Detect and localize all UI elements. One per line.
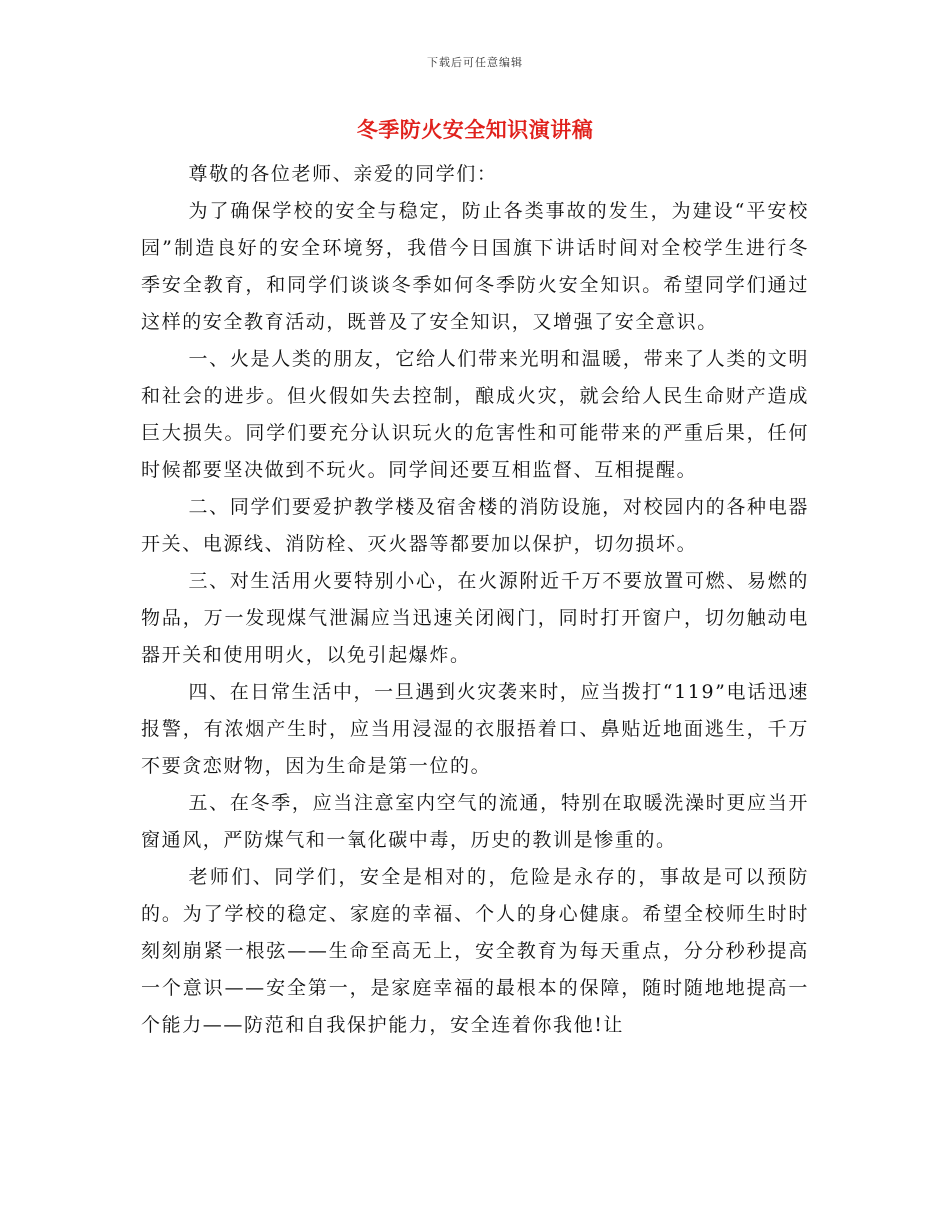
document-title: 冬季防火安全知识演讲稿 [356, 117, 594, 142]
paragraph-point-1: 一、火是人类的朋友，它给人们带来光明和温暖，带来了人类的文明和社会的进步。但火假如失去控制，酿成火灾，就会给人民生命财产造成巨大损失。同学们要充分认识玩火的危害性和可能带来的严重后果，任何时候都要坚决做到不玩火。同学间还要互相监督、互相提醒。 [141, 348, 809, 481]
paragraph-point-2: 二、同学们要爱护教学楼及宿舍楼的消防设施，对校园内的各种电器开关、电源线、消防栓、灭火器等都要加以保护，切勿损坏。 [141, 496, 809, 555]
document-body [141, 156, 809, 1044]
paragraph-intro: 为了确保学校的安全与稳定，防止各类事故的发生，为建设“平安校园”制造良好的安全环境努，我借今日国旗下讲话时间对全校学生进行冬季安全教育，和同学们谈谈冬季如何冬季防火安全知识。希望同学们通过这样的安全教育活动，既普及了安全知识，又增强了安全意识。 [141, 200, 809, 333]
paragraph-point-3: 三、对生活用火要特别小心，在火源附近千万不要放置可燃、易燃的物品，万一发现煤气泄漏应当迅速关闭阀门，同时打开窗户，切勿触动电器开关和使用明火，以免引起爆炸。 [141, 570, 809, 666]
header-note: 下载后可任意编辑 [427, 56, 523, 69]
paragraph-point-4: 四、在日常生活中，一旦遇到火灾袭来时，应当拨打“119”电话迅速报警，有浓烟产生时，应当用浸湿的衣服捂着口、鼻贴近地面逃生，千万不要贪恋财物，因为生命是第一位的。 [141, 681, 809, 777]
paragraph-closing: 老师们、同学们，安全是相对的，危险是永存的，事故是可以预防的。为了学校的稳定、家庭的幸福、个人的身心健康。希望全校师生时时刻刻崩紧一根弦——生命至高无上，安全教育为每天重点，分分秒秒提高一个意识——安全第一，是家庭幸福的最根本的保障，随时随地地提高一个能力——防范和自我保护能力，安全连着你我他!让 [141, 866, 809, 1036]
paragraph-point-5: 五、在冬季，应当注意室内空气的流通，特别在取暖洗澡时更应当开窗通风，严防煤气和一氧化碳中毒，历史的教训是惨重的。 [141, 792, 809, 851]
paragraph-salutation: 尊敬的各位老师、亲爱的同学们： [188, 163, 498, 185]
